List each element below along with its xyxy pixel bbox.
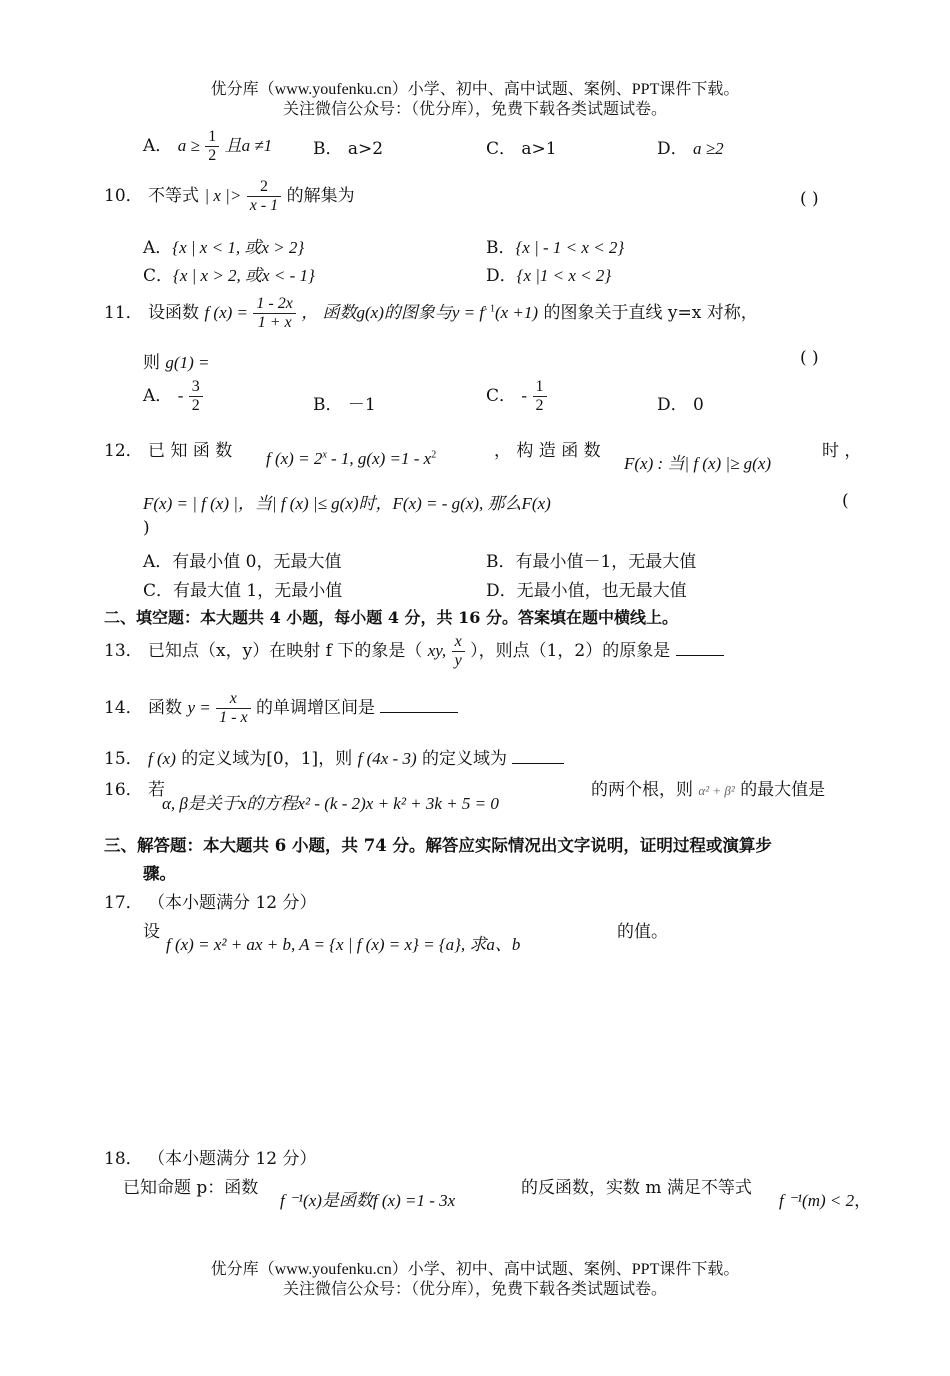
q9-option-c: C． a>1 — [486, 139, 557, 159]
numerator: 1 - 2x — [253, 295, 295, 314]
option-label: A． — [143, 136, 173, 156]
denominator: 2 — [191, 397, 200, 414]
denominator: 1 + x — [257, 314, 292, 331]
math: F(x) : 当| f (x) |≥ g(x) — [624, 454, 772, 473]
question-number: 16． — [104, 780, 143, 800]
header-line-1: 优分库（www.youfenku.cn）小学、初中、高中试题、案例、PPT课件下载。 — [210, 81, 740, 98]
q14-stem — [104, 690, 458, 727]
denominator: x - 1 — [249, 197, 279, 214]
question-number: 12． — [104, 441, 143, 461]
q17-math — [166, 930, 520, 955]
numerator: 2 — [247, 178, 281, 197]
stem-text: 则 — [143, 353, 160, 373]
section-3-heading: 三、解答题：本大题共 6 小题，共 74 分。解答应实际情况出文字说明，证明过程或演算步 — [104, 836, 772, 855]
stem-text: 若 — [148, 780, 166, 800]
q11-answer-paren: ( ) — [800, 348, 819, 368]
superscript: 2 — [431, 449, 437, 461]
q12-stem-a — [104, 436, 232, 461]
math: ， 函数g(x)的图象与y = f — [301, 303, 485, 322]
stem-text: 的解集为 — [286, 186, 355, 206]
option-label: A． — [143, 386, 173, 406]
math: f (x) — [148, 749, 176, 768]
stem-text: ， — [854, 1191, 872, 1211]
fraction — [247, 178, 281, 215]
q10-option-d — [486, 261, 611, 286]
answer-blank[interactable] — [380, 696, 458, 713]
option-label: D． — [486, 266, 517, 286]
denominator: 1 - x — [219, 709, 248, 726]
math: {x | x > 2, 或x < - 1} — [173, 266, 315, 285]
fraction — [533, 378, 547, 415]
question-title: （本小题满分 12 分） — [148, 1149, 317, 1169]
q10-option-a — [143, 233, 304, 258]
stem-text: 的图象关于直线 y=x 对称， — [543, 303, 758, 323]
math: f ⁻¹(m) < 2 — [779, 1191, 855, 1210]
denominator: 2 — [535, 397, 544, 414]
q11-option-a — [143, 378, 203, 415]
question-number: 11． — [104, 303, 143, 323]
q11-option-c — [486, 378, 547, 415]
q17-pre: 设 — [143, 922, 160, 942]
math: {x | - 1 < x < 2} — [515, 238, 625, 257]
math: - — [521, 386, 528, 405]
question-number: 18． — [104, 1149, 143, 1169]
q18-math — [280, 1186, 455, 1211]
q10-option-c — [143, 261, 315, 286]
stem-text: 的定义域为[0，1]，则 — [181, 749, 353, 769]
q18-math-2 — [779, 1186, 871, 1211]
question-number: 13． — [104, 641, 143, 661]
stem-text: 的两个根，则 — [591, 780, 693, 800]
math: g(1) = — [165, 353, 210, 372]
section-3-heading-cont: 骤。 — [143, 864, 176, 883]
superscript: x — [322, 449, 327, 461]
denominator: 2 — [208, 147, 217, 164]
math: xy, — [427, 641, 447, 660]
numerator: x — [216, 690, 250, 709]
q12-stem-c: 时 ， — [822, 441, 862, 461]
q15-stem — [104, 744, 564, 769]
q12-answer-paren-open: ( — [842, 491, 849, 511]
q10-stem — [104, 178, 355, 215]
q12-math-construct — [624, 449, 771, 474]
q10-option-b — [486, 233, 624, 258]
denominator: y — [454, 652, 462, 669]
fraction — [216, 690, 250, 727]
q17-title — [104, 888, 317, 913]
fraction — [189, 378, 203, 415]
math: - 1, g(x) =1 - x — [326, 449, 432, 468]
math: - — [177, 386, 184, 405]
q12-stem-line2 — [143, 489, 551, 514]
q13-stem — [104, 633, 724, 670]
q11-option-b: B． －1 — [313, 395, 376, 415]
q10-answer-paren: ( ) — [800, 189, 819, 209]
math: f (4x - 3) — [357, 749, 417, 768]
q11-option-d: D． 0 — [657, 395, 704, 415]
stem-text: 的定义域为 — [422, 749, 508, 769]
section-2-heading: 二、填空题：本大题共 4 小题，每小题 4 分，共 16 分。答案填在题中横线上。 — [104, 608, 678, 627]
q9-option-b: B． a>2 — [313, 139, 384, 159]
option-label: C． — [486, 386, 517, 406]
math: | x |> — [204, 186, 242, 205]
footer-line-2: 关注微信公众号：（优分库），免费下载各类试题试卷。 — [282, 1281, 667, 1298]
math: f (x) = — [204, 303, 249, 322]
stem-text: 设函数 — [148, 303, 200, 323]
footer-line-1: 优分库（www.youfenku.cn）小学、初中、高中试题、案例、PPT课件下载。 — [210, 1261, 740, 1278]
numerator: 1 — [205, 128, 219, 147]
stem-text: 的单调增区间是 — [255, 698, 375, 718]
stem-text: 函数 — [148, 698, 183, 718]
question-number: 10． — [104, 186, 143, 206]
stem-text: 的最大值是 — [740, 780, 826, 800]
numerator: x — [452, 633, 465, 652]
q12-stem-b: ， 构 造 函 数 — [494, 441, 601, 461]
math: a ≥ — [177, 136, 200, 155]
stem-text: 不等式 — [148, 186, 200, 206]
math: (x +1) — [494, 303, 539, 322]
stem-text: ），则点（1，2）的原象是 — [470, 641, 671, 661]
q12-option-c: C．有最大值 1，无最小值 — [143, 581, 343, 601]
q18-mid: 的反函数，实数 m 满足不等式 — [521, 1178, 752, 1198]
math: α, β是关于x的方程x² - (k - 2)x + k² + 3k + 5 = 0 — [162, 794, 499, 813]
math: {x |1 < x < 2} — [516, 266, 612, 285]
stem-text: 已知点（x，y）在映射 f 下的象是（ — [148, 641, 423, 661]
math: y = — [187, 698, 211, 717]
math: f (x) = x² + ax + b, A = {x | f (x) = x} = {a}, 求a、b — [166, 935, 521, 954]
question-number: 17． — [104, 893, 143, 913]
math: α² + β² — [698, 783, 735, 798]
q11-stem — [104, 295, 758, 332]
option-label: C． — [143, 266, 174, 286]
header-line-2: 关注微信公众号：（优分库），免费下载各类试题试卷。 — [282, 101, 667, 118]
q16-math-equation — [162, 789, 499, 814]
question-title: （本小题满分 12 分） — [148, 893, 317, 913]
q16-stem-b — [591, 775, 825, 800]
fraction — [205, 128, 219, 165]
math: 且a ≠1 — [224, 136, 273, 155]
math: a ≥2 — [693, 139, 724, 158]
option-label: D． — [657, 139, 688, 159]
q9-option-a — [143, 128, 272, 165]
numerator: 3 — [189, 378, 203, 397]
fraction — [253, 295, 295, 332]
q12-answer-paren-close: ) — [143, 518, 150, 538]
math: {x | x < 1, 或x > 2} — [172, 238, 305, 257]
q18-pre: 已知命题 p：函数 — [123, 1178, 259, 1198]
q12-option-b: B．有最小值－1，无最大值 — [486, 552, 697, 572]
math: F(x) = | f (x) |，当| f (x) |≤ g(x)时，F(x) = - g(x), 那么F(x) — [143, 494, 551, 513]
numerator: 1 — [533, 378, 547, 397]
math: f (x) = 2 — [266, 449, 323, 468]
question-number: 14． — [104, 698, 143, 718]
q11-stem-line2 — [143, 348, 209, 373]
answer-blank[interactable] — [676, 639, 724, 656]
q12-option-a: A．有最小值 0，无最大值 — [143, 552, 342, 572]
q9-option-d — [657, 134, 724, 159]
stem-text: 已 知 函 数 — [148, 441, 233, 461]
q12-math-functions — [266, 449, 436, 469]
answer-blank[interactable] — [512, 747, 564, 764]
question-number: 15． — [104, 749, 143, 769]
q17-post: 的值。 — [617, 922, 668, 942]
q12-option-d: D．无最小值，也无最大值 — [486, 581, 687, 601]
option-label: A． — [143, 238, 173, 258]
option-label: B． — [486, 238, 516, 258]
superscript: - 1 — [484, 303, 495, 315]
q16-stem-a — [104, 775, 165, 800]
q18-title — [104, 1144, 317, 1169]
math: f ⁻¹(x)是函数f (x) =1 - 3x — [280, 1191, 456, 1210]
fraction — [452, 633, 465, 670]
